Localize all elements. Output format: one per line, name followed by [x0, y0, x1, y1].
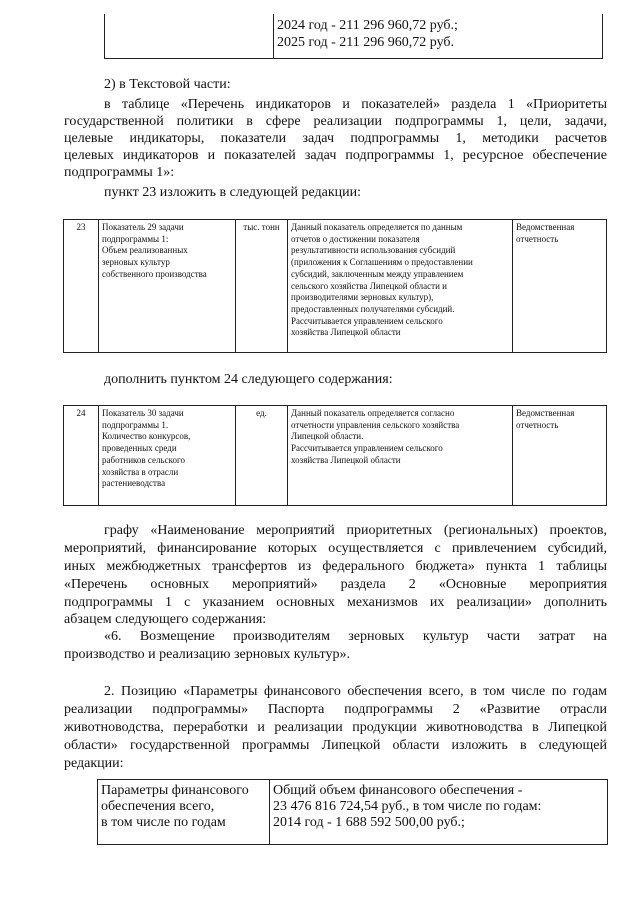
indicator-name-line: проведенных среди [102, 443, 177, 454]
indicator-name-line: Количество конкурсов, [102, 431, 191, 442]
source-line: отчетность [516, 419, 559, 430]
method-line: хозяйства Липецкой области [291, 327, 401, 338]
position-line: области» государственной программы Липецкой области изложить в следующей [64, 738, 607, 753]
method-line: Рассчитывается управлением сельского [291, 315, 443, 326]
point24-intro: дополнить пунктом 24 следующего содержания: [104, 372, 393, 387]
method-line: сельского хозяйства Липецкой области и [291, 280, 447, 291]
paragraph-line: иных межбюджетных трансфертов из федерального бюджета» пункта 1 таблицы [64, 559, 607, 574]
finance-value-line: 23 476 816 724,54 руб., в том числе по годам: [273, 799, 542, 814]
finance-value-line: 2014 год - 1 688 592 500,00 руб.; [273, 815, 465, 830]
top-table-right-cell [274, 14, 603, 59]
row-number: 24 [64, 406, 99, 506]
position-line: реализации подпрограммы» Паспорта подпрограммы 2 «Развитие отрасли [64, 702, 607, 717]
method-cell [288, 406, 513, 506]
section-line: целевые индикаторы, показатели задач подпрограммы 1, методики расчетов [64, 131, 607, 146]
method-cell [288, 220, 513, 353]
source-cell [513, 406, 607, 506]
source-line: Ведомственная [516, 222, 575, 232]
indicator-name-line: хозяйства в отрасли [102, 466, 179, 477]
row-number: 23 [64, 220, 99, 353]
indicator-name-line: подпрограммы 1. [102, 419, 169, 430]
indicator-name-line: подпрограммы 1: [102, 233, 169, 244]
finance-label-line: Параметры финансового [101, 783, 249, 798]
finance-label-cell [98, 780, 270, 845]
method-line: отчетности управления сельского хозяйства [291, 419, 460, 430]
method-line: Рассчитывается управлением сельского [291, 443, 443, 454]
method-line: (приложения к Соглашениям о предоставлении [291, 257, 473, 268]
indicator-name-line: собственного производства [102, 268, 207, 279]
indicator-name-line: Объем реализованных [102, 245, 188, 256]
paragraph-line: «Перечень основных мероприятий» раздела 2 «Основные мероприятия [64, 577, 607, 592]
method-line: Липецкой области. [291, 431, 364, 442]
finance-table [97, 779, 608, 845]
position-line: 2. Позицию «Параметры финансового обеспечения всего, в том числе по годам [104, 684, 607, 699]
method-line: отчетов о достижении показателя [291, 233, 420, 244]
indicator-name-line: зерновых культур [102, 257, 170, 268]
indicator-table-23 [63, 219, 607, 353]
finance-value-cell [270, 780, 608, 845]
top-table [104, 14, 603, 59]
paragraph-line: абзацем следующего содержания: [64, 612, 267, 627]
section-line: подпрограммы 1»: [64, 165, 175, 180]
paragraph-line: графу «Наименование мероприятий приоритетных (региональных) проектов, [104, 523, 607, 538]
indicator-name-cell [99, 406, 236, 506]
unit-cell: тыс. тонн [236, 220, 288, 353]
finance-value-line: Общий объем финансового обеспечения - [273, 783, 523, 798]
section-line: в таблице «Перечень индикаторов и показателей» раздела 1 «Приоритеты [104, 97, 607, 112]
method-line: хозяйства Липецкой области [291, 454, 401, 465]
position-line: редакции: [64, 756, 124, 771]
section-line: целевых индикаторов и показателей задач подпрограммы 1, ресурсное обеспечение [64, 148, 607, 163]
source-line: Ведомственная [516, 408, 575, 418]
indicator-name-line: Показатель 29 задачи [102, 222, 184, 232]
method-line: Данный показатель определяется согласно [291, 408, 455, 418]
paragraph-line: подпрограммы 1 с указанием основных механизмов их реализации» дополнить [64, 595, 607, 610]
method-line: предоставленных получателями субсидий. [291, 303, 455, 314]
quote-line: производство и реализацию зерновых культур». [64, 647, 350, 662]
source-line: отчетность [516, 233, 559, 244]
position-line: животноводства, переработки и реализации продукции животноводства в Липецкой [64, 720, 607, 735]
section-heading: 2) в Текстовой части: [104, 77, 231, 92]
indicator-name-cell [99, 220, 236, 353]
top-table-line: 2024 год - 211 296 960,72 руб.; [277, 18, 458, 33]
indicator-name-line: Показатель 30 задачи [102, 408, 184, 418]
top-table-line: 2025 год - 211 296 960,72 руб. [277, 35, 455, 50]
method-line: субсидий, заключенным между управлением [291, 268, 464, 279]
unit-cell: ед. [236, 406, 288, 506]
method-line: результативности использования субсидий [291, 245, 456, 256]
indicator-name-line: растениеводства [102, 478, 166, 489]
indicator-table-24 [63, 405, 607, 506]
paragraph-line: мероприятий, финансирование которых осуществляется с привлечением субсидий, [64, 541, 607, 556]
finance-label-line: в том числе по годам [101, 815, 226, 830]
point23-intro: пункт 23 изложить в следующей редакции: [104, 185, 361, 200]
method-line: Данный показатель определяется по данным [291, 222, 463, 232]
finance-label-line: обеспечения всего, [101, 799, 215, 814]
source-cell [513, 220, 607, 353]
top-table-left-cell [105, 14, 274, 59]
method-line: производителями зерновых культур), [291, 292, 434, 303]
section-line: государственной политики в сфере реализации подпрограммы 1, цели, задачи, [64, 114, 607, 129]
quote-line: «6. Возмещение производителям зерновых культур части затрат на [104, 629, 607, 644]
indicator-name-line: работников сельского [102, 454, 186, 465]
